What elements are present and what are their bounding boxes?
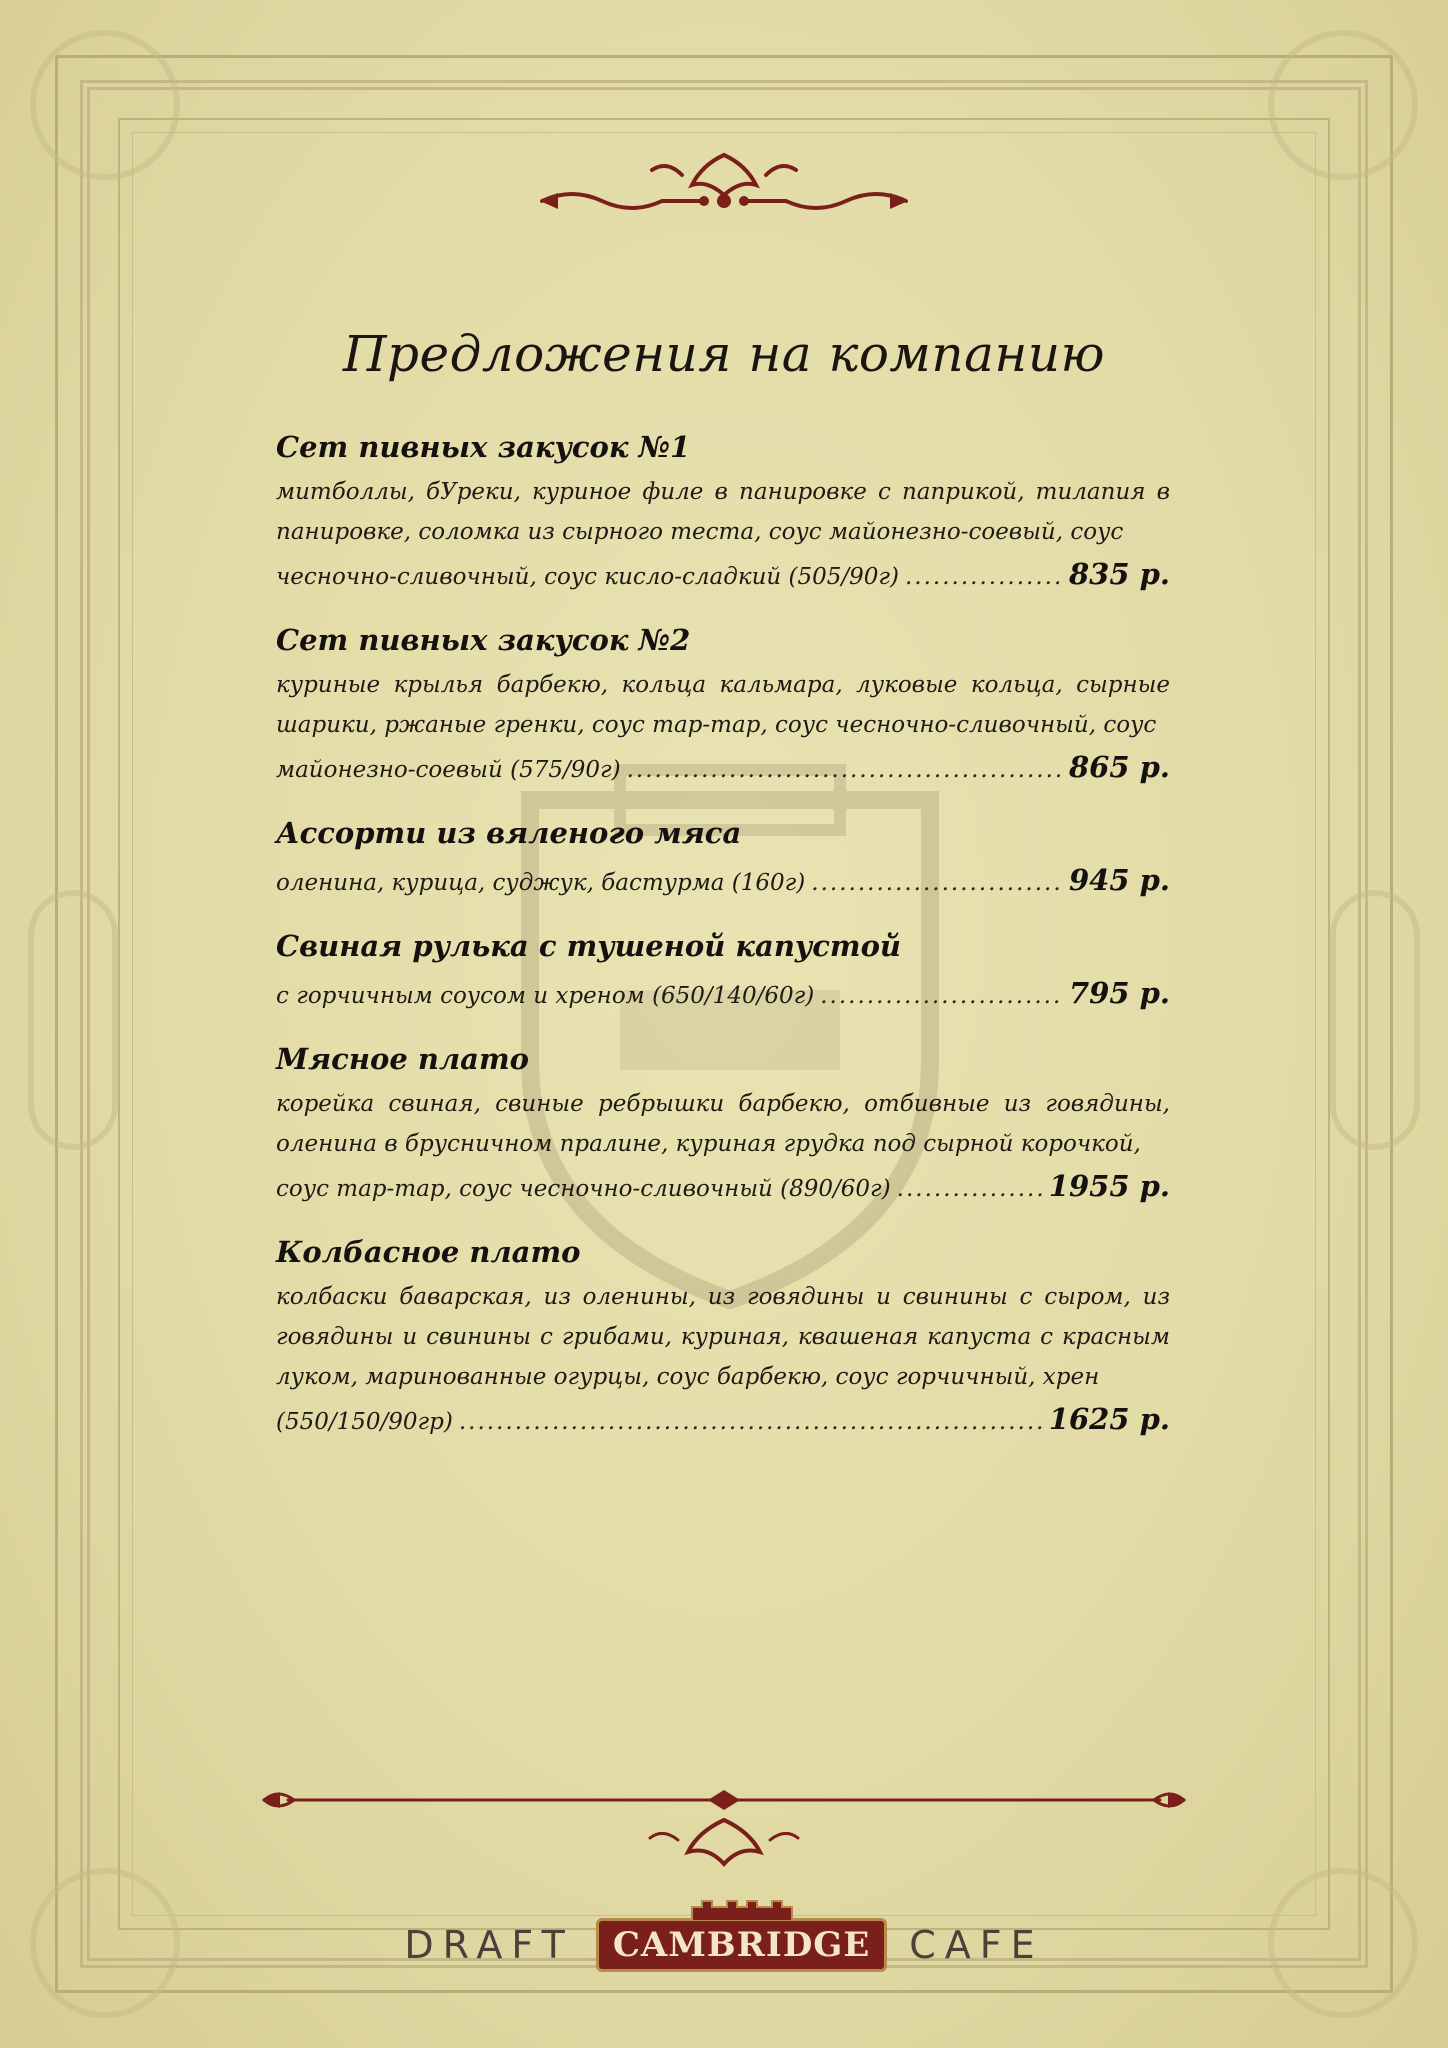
menu-item [276, 814, 1170, 905]
item-description: куриные крылья барбекю, кольца кальмара, луковые кольца, сырные шарики, ржаные гренки, соус тар-тар, соус чесночно-сливочный, соус [276, 672, 1170, 738]
menu-item [276, 428, 1170, 599]
item-price-line [276, 552, 1170, 599]
dot-leader [459, 1400, 1043, 1444]
item-name: Сет пивных закусок №1 [276, 430, 691, 464]
menu-list [276, 428, 1170, 1466]
corner-ornament-top-left [30, 30, 180, 180]
dot-leader [811, 861, 1063, 905]
item-price: 795 р. [1068, 976, 1170, 1010]
cafe-logo [0, 1905, 1448, 1985]
dot-leader [820, 974, 1063, 1018]
side-ornament-right [1330, 890, 1420, 1150]
item-price: 945 р. [1068, 863, 1170, 897]
bottom-divider-ornament [258, 1780, 1190, 1880]
item-price: 865 р. [1068, 750, 1170, 784]
logo-word-center: CAMBRIDGE [612, 1925, 871, 1965]
menu-item [276, 621, 1170, 792]
item-description-tail: соус тар-тар, соус чесночно-сливочный (890/60г) [276, 1176, 891, 1202]
item-description-tail: майонезно-соевый (575/90г) [276, 757, 621, 783]
item-name: Колбасное плато [276, 1235, 581, 1269]
item-price-line [276, 745, 1170, 792]
item-price-line [276, 971, 1170, 1018]
item-name: Мясное плато [276, 1042, 529, 1076]
item-price: 835 р. [1068, 557, 1170, 591]
top-flourish-ornament [532, 135, 916, 225]
item-price-line [276, 858, 1170, 905]
dot-leader [627, 748, 1063, 792]
menu-item [276, 1233, 1170, 1444]
logo-emblem [596, 1918, 887, 1972]
corner-ornament-top-right [1268, 30, 1418, 180]
item-description: корейка свиная, свиные ребрышки барбекю, отбивные из говядины, оленина в брусничном пралине, куриная грудка под сырной корочкой, [276, 1091, 1170, 1157]
logo-word-left: DRAFT [404, 1923, 574, 1967]
item-price: 1625 р. [1048, 1402, 1170, 1436]
side-ornament-left [28, 890, 118, 1150]
item-price-line [276, 1397, 1170, 1444]
item-price-line [276, 1164, 1170, 1211]
item-description-tail: чесночно-сливочный, соус кисло-сладкий (505/90г) [276, 564, 899, 590]
item-name: Ассорти из вяленого мяса [276, 816, 742, 850]
dot-leader [905, 555, 1063, 599]
castle-crown-icon [687, 1899, 797, 1921]
menu-item [276, 1040, 1170, 1211]
page-title: Предложения на компанию [342, 325, 1106, 383]
item-description: колбаски баварская, из оленины, из говядины и свинины с сыром, из говядины и свинины с грибами, куриная, квашеная капуста с красным луком, маринованные огурцы, соус барбекю, соус горчичный, хрен [276, 1284, 1170, 1390]
item-description-tail: оленина, курица, суджук, бастурма (160г) [276, 870, 806, 896]
item-description: митболлы, бУреки, куриное филе в панировке с паприкой, тилапия в панировке, соломка из сырного теста, соус майонезно-соевый, соус [276, 479, 1170, 545]
item-description-tail: с горчичным соусом и хреном (650/140/60г) [276, 983, 815, 1009]
item-name: Свиная рулька с тушеной капустой [276, 929, 902, 963]
dot-leader [897, 1167, 1043, 1211]
logo-word-right: CAFE [909, 1923, 1044, 1967]
item-description-tail: (550/150/90гр) [276, 1409, 453, 1435]
item-name: Сет пивных закусок №2 [276, 623, 691, 657]
menu-item [276, 927, 1170, 1018]
item-price: 1955 р. [1048, 1169, 1170, 1203]
